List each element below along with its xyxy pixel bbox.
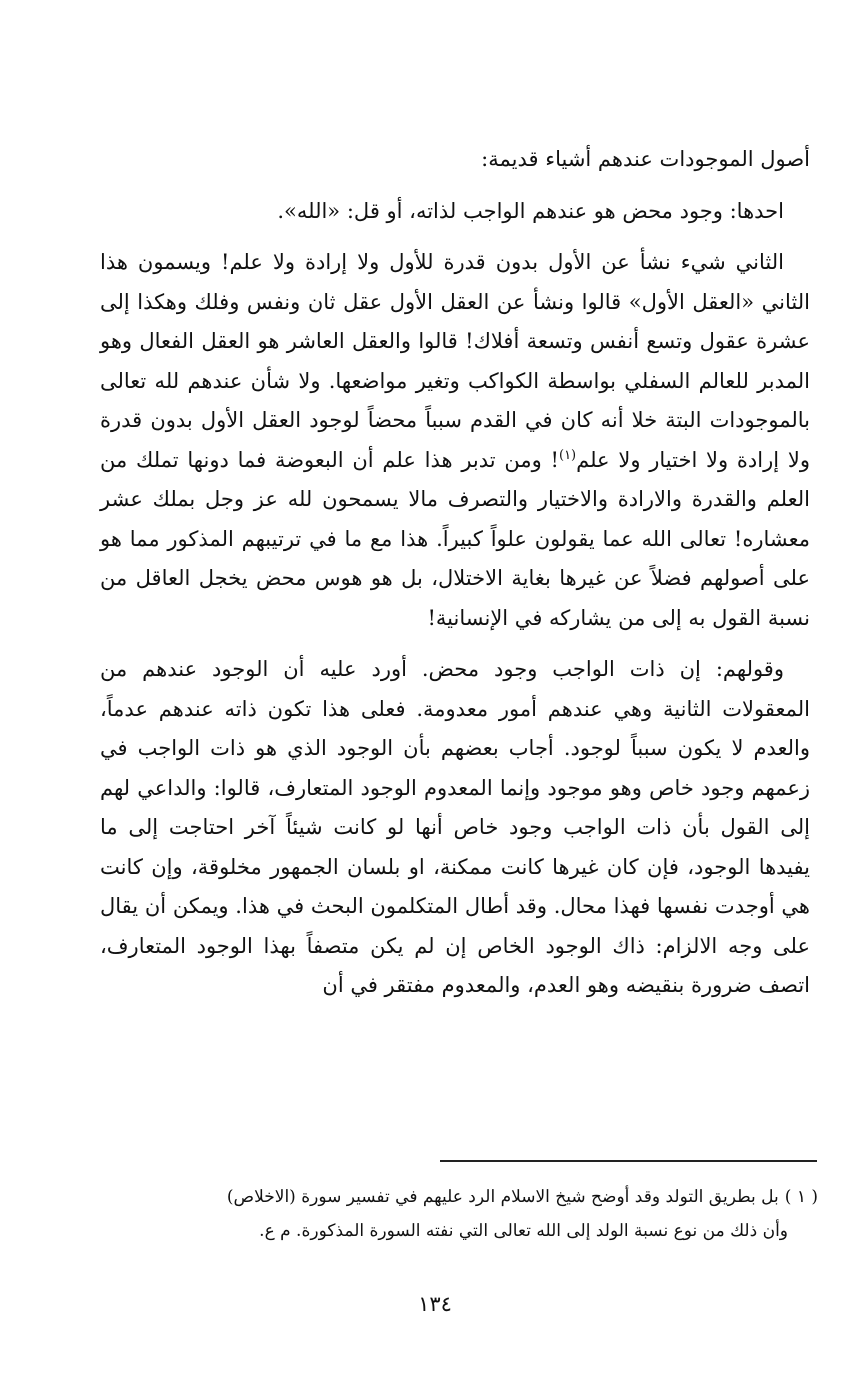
paragraph-necessary-being: وقولهم: إن ذات الواجب وجود محض. أورد عليه أن الوجود عندهم من المعقولات الثانية وهي عندهم أمور معدومة. فعلى هذا تكون ذاته عندهم عدماً، والعدم لا يكون سبباً لوجود. أجاب بعضهم بأن الوجود الذي هو ذات الواجب في زعمهم وجود خاص وهو موجود وإنما المعدوم الوجود المتعارف، قالوا: والداعي لهم إلى القول بأن ذات الواجب وجود خاص أنها لو كانت شيئاً آخر احتاجت إلى ما يفيدها الوجود، فإن كان غيرها كانت ممكنة، او بلسان الجمهور مخلوقة، وإن كانت هي أوجدت نفسها فهذا محال. وقد أطال المتكلمون البحث في هذا. ويمكن أن يقال على وجه الالزام: ذاك الوجود الخاص إن لم يكن متصفاً بهذا الوجود المتعارف، اتصف ضرورة بنقيضه وهو العدم، والمعدوم مفتقر في أن [100,657,810,997]
footnote-line [95,1180,818,1214]
paragraph-first-principle: احدها: وجود محض هو عندهم الواجب لذاته، أو قل: «الله». [277,198,784,223]
paragraph-text: الثاني شيء نشأ عن الأول بدون قدرة للأول ولا إرادة ولا علم! ويسمون هذا الثاني «العقل الأول» قالوا ونشأ عن العقل الأول عقل ثان ونفس وفلك وهكذا إلى عشرة عقول وتسع أنفس وتسعة أفلاك! قالوا والعقل العاشر هو العقل الفعال وهو المدبر للعالم السفلي بواسطة الكواكب وتغير مواضعها. ولا شأن عندهم لله تعالى بالموجودات البتة خلا أنه كان في القدم سبباً محضاً لوجود العقل الأول بدون قدرة ولا إرادة ولا اختيار ولا علم [100,250,810,472]
footnote [95,1180,818,1248]
footnote-separator [440,1160,817,1162]
page-number: ١٣٤ [418,1292,452,1316]
paragraph-second-principle [100,243,810,638]
section-heading: أصول الموجودات عندهم أشياء قديمة: [481,147,810,171]
main-text [100,140,810,1018]
paragraph-text: ! ومن تدبر هذا علم أن البعوضة فما دونها تملك من العلم والقدرة والارادة والاختيار والتصرف مالا يسمحون لله عز وجل بملك عشر معشاره! تعالى الله عما يقولون علواً كبيراً. هذا مع ما في ترتيبهم المذكور مما هو على أصولهم فضلاً عن غيرها بغاية الاختلال، بل هو هوس محض يخجل العاقل من نسبة القول به إلى من يشاركه في الإنسانية! [100,447,810,630]
footnote-text: بل بطريق التولد وقد أوضح شيخ الاسلام الرد عليهم في تفسير سورة (الاخلاص) [226,1187,779,1207]
footnote-continuation: وأن ذلك من نوع نسبة الولد إلى الله تعالى التي نفته السورة المذكورة. م ع. [259,1221,788,1241]
footnote-reference[interactable]: (١) [558,447,577,463]
footnote-number: ( ١ ) [784,1187,818,1207]
